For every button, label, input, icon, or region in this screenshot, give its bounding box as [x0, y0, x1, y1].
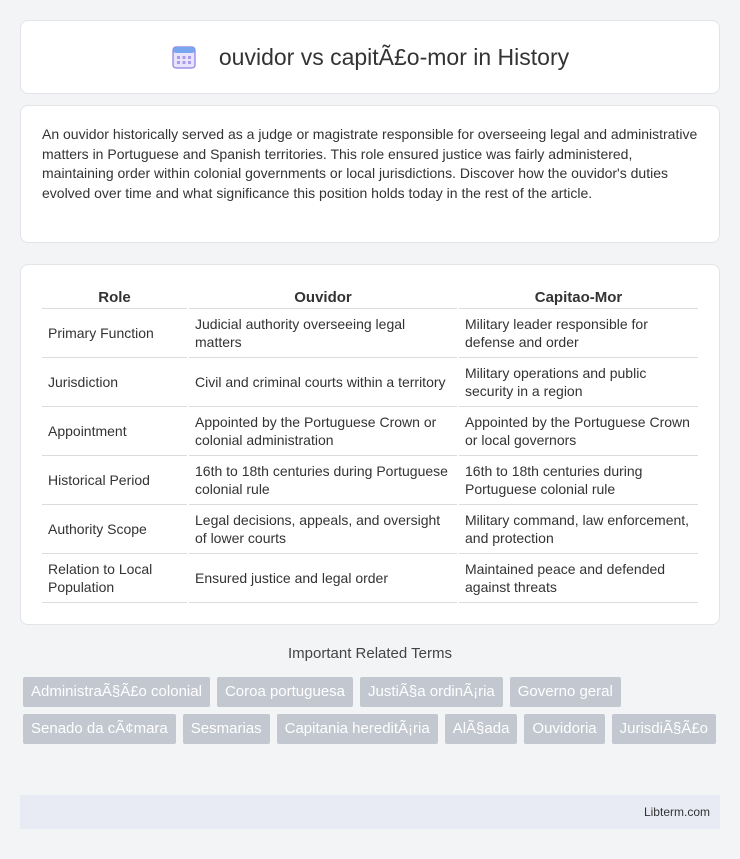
column-header: Ouvidor: [189, 285, 457, 309]
ouvidor-cell: Legal decisions, appeals, and oversight of lower courts: [189, 505, 457, 554]
row-label: Historical Period: [42, 456, 187, 505]
table-row: [42, 407, 698, 456]
ouvidor-cell: Civil and criminal courts within a territory: [189, 358, 457, 407]
row-label: Jurisdiction: [42, 358, 187, 407]
footer: [20, 795, 720, 829]
table-row: [42, 309, 698, 358]
related-term-tag[interactable]: AdministraÃ§Ã£o colonial: [23, 677, 210, 707]
related-terms-list: [23, 677, 723, 744]
intro-card: [20, 105, 720, 243]
comparison-table: [40, 285, 700, 603]
comparison-card: [20, 264, 720, 625]
related-term-tag[interactable]: Sesmarias: [183, 714, 270, 744]
intro-text: An ouvidor historically served as a judge or magistrate responsible for overseeing legal and administrative matters in Portuguese and Spanish territories. This role ensured justice was fairly administered, maintaining order within colonial governments or local jurisdictions. Discover how the ouvidor's duties evolved over time and what significance this position holds today in the rest of the article.: [42, 126, 698, 201]
page-title: ouvidor vs capitÃ£o-mor in History: [218, 43, 570, 70]
capitao-mor-cell: Military operations and public security in a region: [459, 358, 698, 407]
capitao-mor-cell: 16th to 18th centuries during Portuguese colonial rule: [459, 456, 698, 505]
related-term-tag[interactable]: Governo geral: [510, 677, 621, 707]
calendar-icon: [171, 44, 197, 70]
table-row: [42, 456, 698, 505]
ouvidor-cell: Ensured justice and legal order: [189, 554, 457, 603]
related-term-tag[interactable]: Capitania hereditÃ¡ria: [277, 714, 438, 744]
capitao-mor-cell: Military leader responsible for defense and order: [459, 309, 698, 358]
related-term-tag[interactable]: Senado da cÃ¢mara: [23, 714, 176, 744]
related-term-tag[interactable]: JustiÃ§a ordinÃ¡ria: [360, 677, 503, 707]
footer-brand-link[interactable]: Libterm.com: [643, 805, 710, 819]
table-header-row: [42, 285, 698, 309]
row-label: Authority Scope: [42, 505, 187, 554]
related-term-tag[interactable]: Ouvidoria: [524, 714, 604, 744]
related-term-tag[interactable]: AlÃ§ada: [445, 714, 518, 744]
row-label: Appointment: [42, 407, 187, 456]
related-term-tag[interactable]: Coroa portuguesa: [217, 677, 353, 707]
column-header: Role: [42, 285, 187, 309]
ouvidor-cell: 16th to 18th centuries during Portuguese colonial rule: [189, 456, 457, 505]
column-header: Capitao-Mor: [459, 285, 698, 309]
related-term-tag[interactable]: JurisdiÃ§Ã£o: [612, 714, 716, 744]
ouvidor-cell: Appointed by the Portuguese Crown or colonial administration: [189, 407, 457, 456]
table-row: [42, 554, 698, 603]
row-label: Primary Function: [42, 309, 187, 358]
row-label: Relation to Local Population: [42, 554, 187, 603]
capitao-mor-cell: Maintained peace and defended against threats: [459, 554, 698, 603]
capitao-mor-cell: Appointed by the Portuguese Crown or local governors: [459, 407, 698, 456]
ouvidor-cell: Judicial authority overseeing legal matters: [189, 309, 457, 358]
title-card: [20, 20, 720, 94]
related-terms-title: Important Related Terms: [288, 645, 452, 662]
table-row: [42, 505, 698, 554]
table-row: [42, 358, 698, 407]
capitao-mor-cell: Military command, law enforcement, and protection: [459, 505, 698, 554]
